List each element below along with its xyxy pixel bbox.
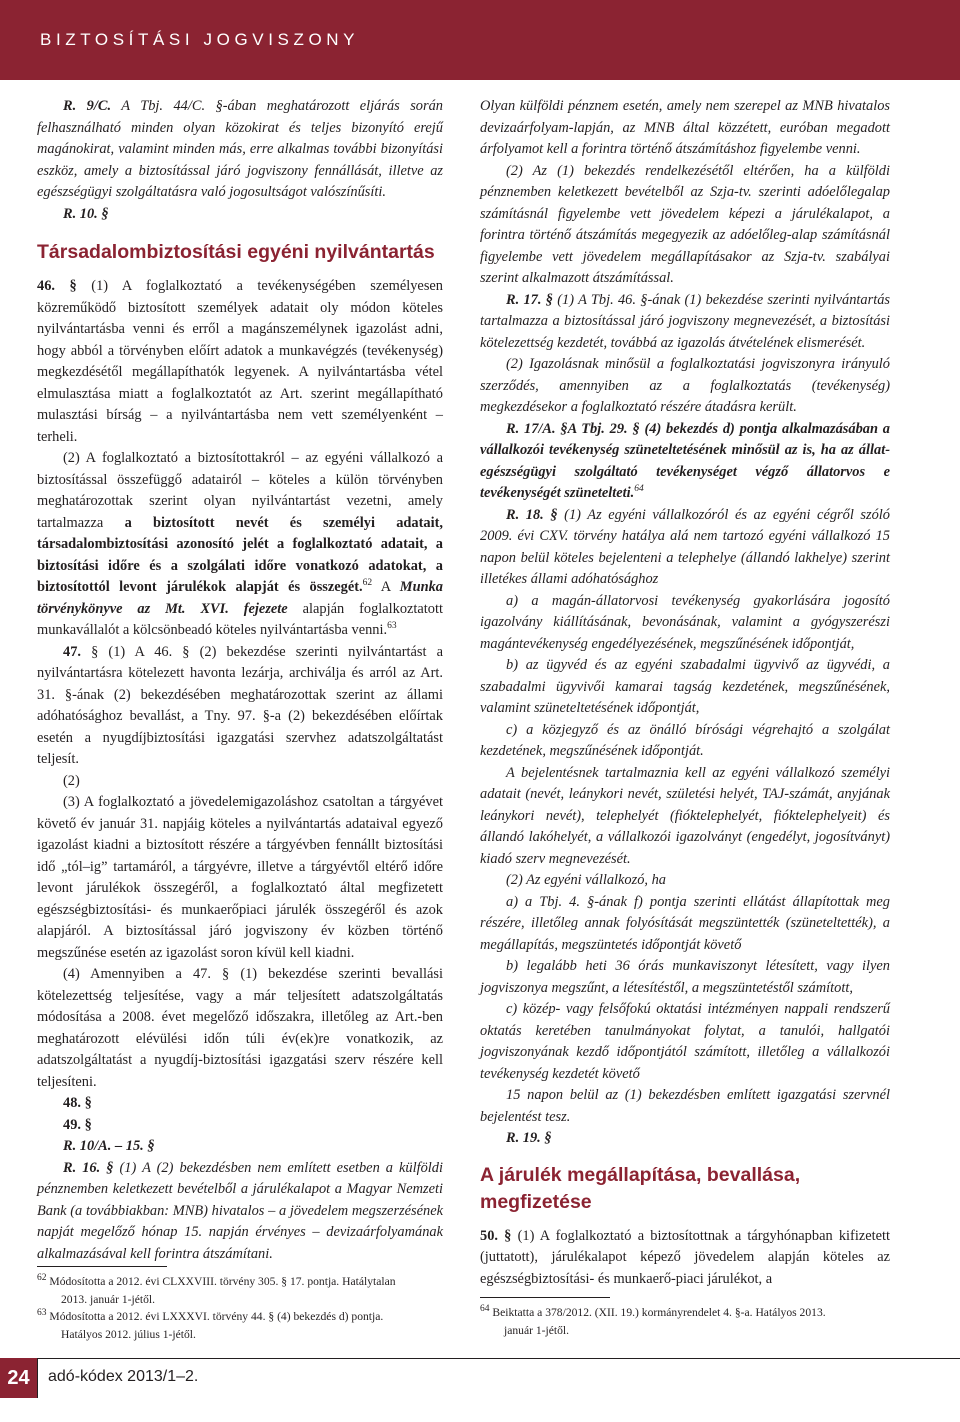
paragraph-r10: R. 10. § [63,205,109,222]
footnote-divider [480,1297,610,1298]
right-column [480,96,890,1290]
section-title: BIZTOSÍTÁSI JOGVISZONY [40,30,360,49]
section-heading-jarulek: A járulék megállapítása, bevallása, megfizetése [480,1163,801,1213]
paragraph-r16-2: (2) Az (1) bekezdés rendelkezésétől eltérően, ha a külföldi pénznemben keletkezett bevételből az Szja-tv. szerinti adóelőlegalap számításnál figyelembe vett jövedelem képezi a járulékalapot, a forintra történő átszámítás megegyezik az adóelőleg-alap számításnál figyelembe vett jövedelem megállapításakor az Szja-tv. szabályai szerint alkalmazott átszámítással. [480,162,890,286]
paragraph-48: 48. § [63,1095,92,1111]
header-bar [0,0,960,80]
paragraph-r17a: R. 17/A. §A Tbj. 29. § (4) bekezdés d) pontja alkalmazásában a vállalkozói tevékenység szüneteltetésének minősül az is, ha az állat-egészségügyi szolgáltató tevékenységet végző állatorvos e tevékenységét szünetelteti.$^{64}$ [480,420,890,501]
footnote-63: $^{63}$ Módosította a 2012. évi LXXXVI. törvény 44. § (4) bekezdés d) pontja. Hatályos 2012. július 1-jétől. [37,1308,384,1341]
paragraph-r18-bejelentes: A bejelentésnek tartalmaznia kell az egyéni vállalkozó személyi adatait (nevét, leánykori nevét, születési helyét, TAJ-számát, anyjának leánykori nevét), telephelyét (fióktelephelyét, fióktelephelyeit) és állandó lakóhelyét, a vállalkozói igazolványt (engedélyt, jogosítványt) kiadó szerv megnevezését. [480,764,890,867]
paragraph-46-2: (2) A foglalkoztató a biztosítottakról – az egyéni vállalkozó a biztosítással összefüggő adatairól – köteles a külön törvényben meghatározottak szerint olyan nyilvántartást vezetni, amely tartalmazza a biztosított nevét és személyi adatait, társadalombiztosítási azonosító jelét a foglalkoztató adatait, a biztosítási időre és a szolgálati időre vonatkozó adatokat, a biztosítottól levont járulékok alapját és összegét.$^{62}$ A Munka törvénykönyve az Mt. XVI. fejezete alapján foglalkoztatott munkavállalót a kölcsönbeadó köteles nyilvántartásba venni.$^{63}$ [37,450,443,638]
paragraph-r18-15-napon: 15 napon belül az (1) bekezdésben említett igazgatási szervnél bejelentést tesz. [480,1087,890,1125]
paragraph-46: 46. § (1) A foglalkoztató a tevékenységében személyesen közreműködő biztosított személyek adatait oly módon köteles nyilvántartásba venni és erről a magánszemélynek igazolást adni, hogy abból a törvényben előírt adatok a munkavégzés (tevékenység) megkezdésétől megállapíthatók legyenek. A nyilvántartásba vétel elmulasztása miatt a foglalkoztatót az Art. szerint megállapítható mulasztási bírság – a nyilvántartásba nem vett személyenként – terheli. [37,278,443,445]
paragraph-r18: R. 18. § (1) Az egyéni vállalkozóról és az egyéni cégről szóló 2009. évi CXV. törvény hatálya alá nem tartozó egyéni vállalkozó 15 napon belül köteles bejelenteni a telephelye (állandó lakhelye) szerint illetékes állami adóhatósághoz [480,506,890,587]
paragraph-r18-2a: a) a Tbj. 4. §-ának f) pontja szerinti ellátást állapítottak meg részére, illetőleg annak folyósítását megszüntették (szüneteltették), a megállapítás, megszüntetés időpontját követő [480,893,890,953]
left-column [37,96,443,1265]
paragraph-r18-2b: b) legalább heti 36 órás munkaviszonyt létesített, vagy ilyen jogviszonya megszűnt, a létesítéstől, a megszüntetéstől számított, [480,958,890,996]
paragraph-r16-cont: Olyan külföldi pénznem esetén, amely nem szerepel az MNB hivatalos devizaárfolyam-lapján, az MNB által közzétett, euróban megadott árfolyamot kell a forintra történő átszámításhoz figyelembe venni. [480,98,890,157]
paragraph-r17: R. 17. § (1) A Tbj. 46. §-ának (1) bekezdése szerinti nyilvántartás tartalmazza a biztosítással járó jogviszony megnevezését, a biztosítási kötelezettség kezdetét, továbbá az igazolás átvételének elismerését. [480,291,890,351]
paragraph-49: 49. § [63,1116,92,1133]
footer-divider [37,1358,38,1398]
paragraph-r10a: R. 10/A. – 15. § [63,1138,155,1154]
paragraph-r17-2: (2) Igazolásnak minősül a foglalkoztatási jogviszonyra irányuló szerződés, amennyiben az a foglalkoztatás (tevékenység) megkezdésekor a foglalkoztató részére átadásra került. [480,356,890,415]
paragraph-r18-c: c) a közjegyző és az önálló bírósági végrehajtó a szolgálat kezdetének, megszűnésének időpontját. [480,721,890,759]
paragraph-r18-a: a) a magán-állatorvosi tevékenység gyakorlására jogosító igazolvány kiállításának, bevonásának, valamint a gyógyszerészi magántevékenység engedélyezésének, megszűnésének időpontját, [480,592,890,652]
journal-name: adó-kódex 2013/1–2. [48,1368,199,1385]
paragraph-r18-b: b) az ügyvéd és az egyéni szabadalmi ügyvivő az ügyvédi, a szabadalmi ügyvivői kamarai tagság kezdetének, megszűnésének, valamint szüneteltetésének időpontját, [480,657,890,716]
paragraph-r18-2c: c) közép- vagy felsőfokú oktatási intézményen nappali rendszerű oktatás keretében tanulmányokat folytat, a tanulói, hallgatói jogviszonyának kezdő időpontjától számított, illetőleg a vállalkozói tevékenység kezdetét követő [480,1001,890,1082]
footnote-64: $^{64}$ Beiktatta a 378/2012. (XII. 19.) kormányrendelet 4. §-a. Hatályos 2013. január 1-jétől. [480,1304,826,1337]
paragraph-47: 47. § (1) A 46. § (2) bekezdése szerinti nyilvántartást a nyilvántartásra kötelezett havonta lezárja, archiválja és arról az Art. 31. §-ának (2) bekezdésében meghatározottak szerint az állami adóhatósághoz bevallást, a Tny. 97. §-a (2) bekezdésében előírtak esetén a nyugdíjbiztosítási igazgatási szervhez adatszolgáltatást teljesít. [37,643,443,767]
footnotes-left [37,1266,447,1343]
paragraph-r16: R. 16. § (1) A (2) bekezdésben nem említett esetben a külföldi pénznemben keletkezett bevételből a járulékalapot a Magyar Nemzeti Bank (a továbbiakban: MNB) hivatalos – a jövedelem megszerzésének napját megelőző hónap 15. napján érvényes – devizaárfolyamának alkalmazásával kell forintra átszámítani. [37,1159,444,1262]
footnote-62: $^{62}$ Módosította a 2012. évi CLXXVIII. törvény 305. § 17. pontja. Hatálytalan 2013. január 1-jétől. [37,1273,396,1306]
section-heading-egyeni-nyilvantartas: Társadalombiztosítási egyéni nyilvántartás [37,241,435,263]
paragraph-r19: R. 19. § [506,1130,552,1146]
paragraph-47-2: (2) [63,772,80,789]
footnotes-right [480,1297,900,1339]
paragraph-r18-2: (2) Az egyéni vállalkozó, ha [506,872,666,888]
footnote-divider [37,1266,167,1267]
paragraph-47-3: (3) A foglalkoztató a jövedelemigazoláshoz csatoltan a tárgyévet követő év január 31. napjáig köteles a nyilvántartás adataival egyező igazolást kiadni a biztosított részére a tárgyévben fennállt biztosítási idő „tól–ig” tartamáról, a tárgyévre, illetve a tárgyévtől eltérő időre levont járulékok összegéről, a foglalkoztató által megfizetett egészségbiztosítási- és munkaerőpiaci járulék összegéről és azok alapjáról. A biztosítással járó jogviszony év közben történő megszűnése esetén az igazolást soron kívül kell kiadni. [37,794,443,961]
page-number: 24 [0,1358,37,1398]
paragraph-r9: R. 9/C. A Tbj. 44/C. §-ában meghatározott eljárás során felhasználható minden olyan közokirat és teljes bizonyító erejű magánokirat, valamint minden más, erre alkalmas további bizonyítási eszköz, amely a biztosítással járó jogviszony fennállását, illetve az egészségügyi szolgáltatásra való jogosultságot valószínűsíti. [37,98,443,200]
paragraph-50: 50. § (1) A foglalkoztató a biztosítottnak a tárgyhónapban kifizetett (juttatott), járulékalapot képező jövedelem alapján köteles az egészségbiztosítási- és munkaerő-piaci járulékot, a [480,1227,890,1287]
paragraph-47-4: (4) Amennyiben a 47. § (1) bekezdése szerinti bevallási kötelezettség teljesítése, vagy a már teljesített adatszolgáltatás módosítása a 2008. évet megelőző időszakra, illetőleg az Art.-ben meghatározott elévülési időn túli év(ek)re vonatkozik, az adatszolgáltatást a nyugdíj-biztosítási igazgatási szerv részére kell teljesíteni. [37,966,443,1090]
